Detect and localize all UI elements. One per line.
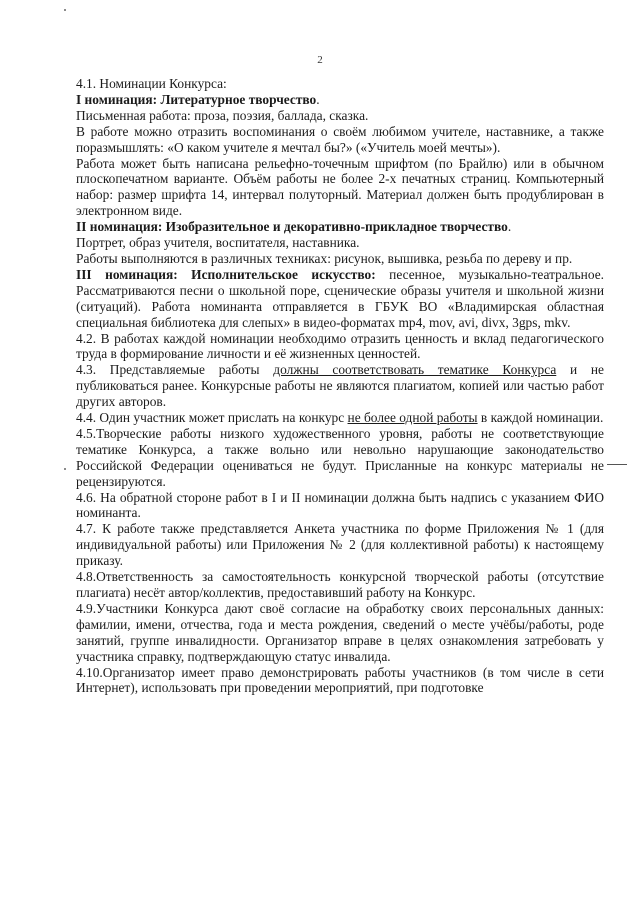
nomination-2-title-end: . [507,219,512,235]
nomination-3-text: песенное, музыкально-театральное. Рассматриваются песни о школьной поре, сценические образы учителя и школьной жизни (ситуаций). Работа номинанта отправляется в ГБУК ВО «Владимирская областная специальная библиотека для слепых» в видео-форматах mp4, mov, avi, divx, 3gps, mkv. [76,266,604,330]
scan-speck [64,9,66,11]
nomination-1-paragraph: В работе можно отразить воспоминания о своём любимом учителе, наставнике, а также поразмышлять: «О каком учителе я мечтал бы?» («Учитель моей мечты»). [76,123,604,155]
nomination-1-paragraph: Письменная работа: проза, поэзия, баллада, сказка. [76,107,369,123]
nomination-2-title: II номинация: Изобразительное и декоративно-прикладное творчество [76,219,508,235]
clause-4-7: 4.7. К работе также представляется Анкета участника по форме Приложения № 1 (для индивидуальной работы) или Приложения № 2 (для коллективной работы) к настоящему приказу. [76,521,604,569]
scan-mark [607,464,627,465]
clause-4-3-underlined: должны соответствовать тематике Конкурса [273,362,557,378]
nomination-2-paragraph: Работы выполняются в различных техниках: рисунок, вышивка, резьба по дереву и пр. [76,250,573,266]
clause-4-9: 4.9.Участники Конкурса дают своё согласие на обработку своих персональных данных: фамилии, имени, отчества, года и места рождения, сведений о месте учёбы/работы, роде занятий, группе инвалидности. Организатор вправе в целях ознакомления затребовать у участника справку, подтверждающую статус инвалида. [76,600,604,664]
clause-4-4-after: в каждой номинации. [477,410,604,426]
section-title: 4.1. Номинации Конкурса: [76,76,227,91]
nomination-3-paragraph [76,267,604,331]
clause-4-3 [76,362,604,410]
clause-4-2: 4.2. В работах каждой номинации необходимо отразить ценность и вклад педагогического труда в формирование личности и её жизненных ценностей. [76,330,604,362]
clause-4-3-before: 4.3. Представляемые работы [76,362,274,378]
nomination-1-title: I номинация: Литературное творчество [76,91,317,107]
scan-speck [64,468,66,470]
clause-4-3-after: и не публиковаться ранее. Конкурсные работы не являются плагиатом, копией или частью работ других авторов. [76,362,604,410]
clause-4-6: 4.6. На обратной стороне работ в I и II номинации должна быть надпись с указанием ФИО номинанта. [76,489,604,521]
nomination-2-heading [76,219,604,235]
nomination-3-title: III номинация: Исполнительское искусство: [76,266,376,282]
document-body [76,76,604,696]
nomination-1-paragraph: Работа может быть написана рельефно-точечным шрифтом (по Брайлю) или в обычном плоскопечатном варианте. Объём работы не более 2-х печатных страниц. Компьютерный набор: размер шрифта 14, интервал полуторный. Материал должен быть продублирован в электронном виде. [76,155,604,219]
clause-4-4 [76,410,604,426]
clause-4-5: 4.5.Творческие работы низкого художественного уровня, работы не соответствующие тематике Конкурса, а также вольно или невольно нарушающие законодательство Российской Федерации оцениваться не будут. Присланные на конкурс материалы не рецензируются. [76,425,604,489]
clause-4-4-before: 4.4. Один участник может прислать на конкурс [76,410,348,426]
page-number: 2 [317,54,323,66]
clause-4-10: 4.10.Организатор имеет право демонстрировать работы участников (в том числе в сети Интернет), использовать при проведении мероприятий, при подготовке [76,664,604,696]
clause-4-8: 4.8.Ответственность за самостоятельность конкурсной творческой работы (отсутствие плагиата) несёт автор/коллектив, предоставивший работу на Конкурс. [76,569,604,600]
nomination-2-paragraph: Портрет, образ учителя, воспитателя, наставника. [76,235,360,251]
nomination-1-title-end: . [316,91,320,107]
nomination-1-heading [76,92,604,108]
clause-4-4-underlined: не более одной работы [347,410,478,426]
